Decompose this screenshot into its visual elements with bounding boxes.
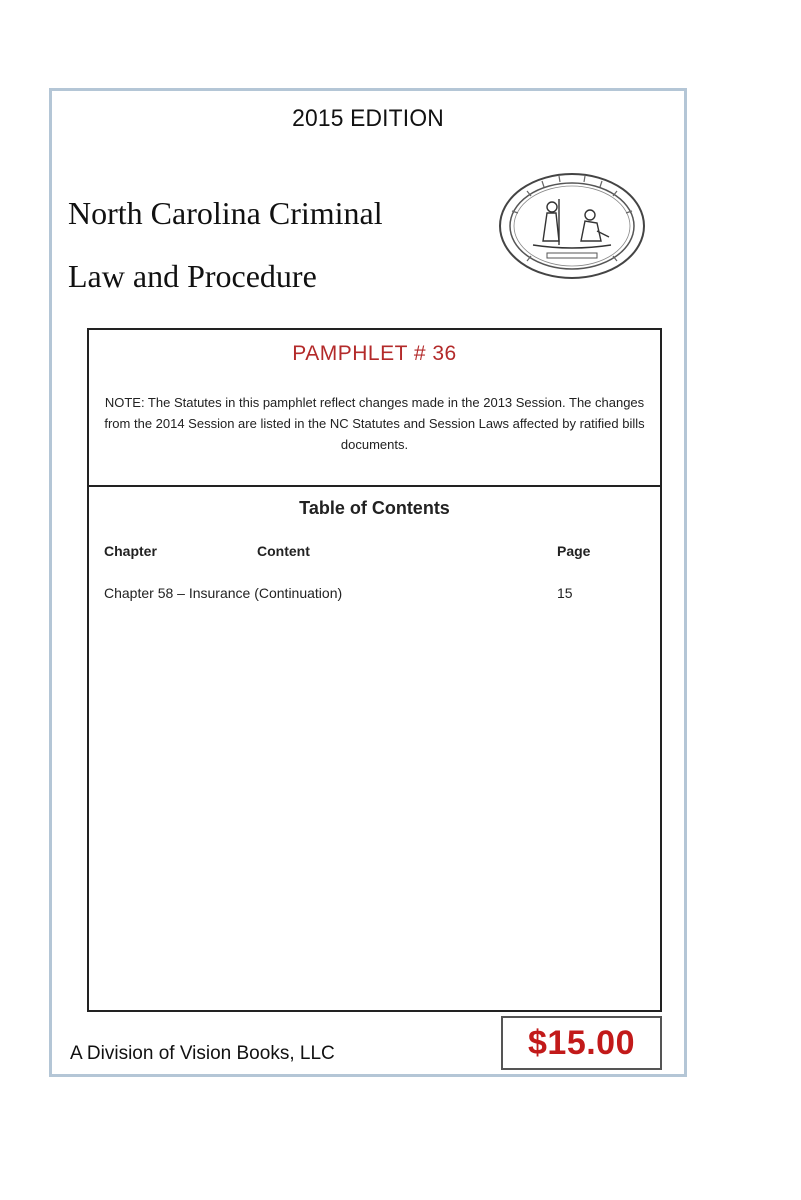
state-seal-icon bbox=[497, 171, 647, 281]
toc-row-text: Chapter 58 – Insurance (Continuation) bbox=[104, 585, 343, 601]
toc-header-chapter: Chapter bbox=[104, 543, 157, 559]
pamphlet-section bbox=[89, 330, 660, 487]
content-box bbox=[87, 328, 662, 1012]
toc-title: Table of Contents bbox=[299, 498, 450, 518]
pamphlet-label: PAMPHLET # 36 bbox=[292, 342, 457, 365]
pamphlet-note: NOTE: The Statutes in this pamphlet reflect changes made in the 2013 Session. The changes from the 2014 Session are listed in the NC Statutes and Session Laws affected by ratified bills documents. bbox=[104, 395, 645, 452]
toc-row-page: 15 bbox=[557, 585, 573, 601]
title-line-2: Law and Procedure bbox=[68, 258, 317, 294]
book-cover bbox=[49, 88, 687, 1077]
edition-label: 2015 EDITION bbox=[292, 105, 444, 132]
publisher-division: A Division of Vision Books, LLC bbox=[70, 1043, 335, 1064]
toc-header-page: Page bbox=[557, 543, 591, 559]
title-line-1: North Carolina Criminal bbox=[68, 195, 383, 231]
price-label: $15.00 bbox=[528, 1024, 635, 1062]
toc-header-content: Content bbox=[257, 543, 310, 559]
price-box bbox=[501, 1016, 662, 1070]
